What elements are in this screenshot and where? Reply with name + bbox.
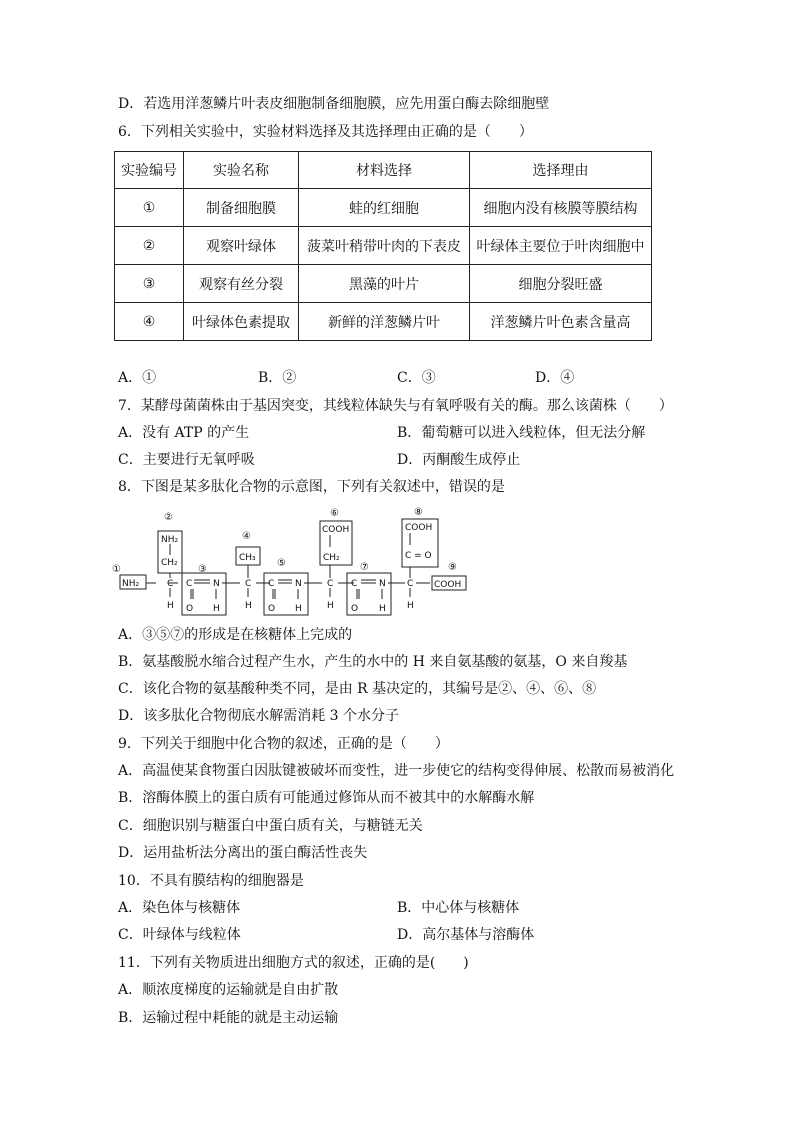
table-cell: ④ (115, 303, 184, 341)
q7-option-c: C．主要进行无氧呼吸 (118, 452, 255, 468)
nh2-r-text: NH₂ (161, 535, 179, 545)
label-9: ⑨ (448, 562, 457, 573)
cooh-end-text: COOH (434, 580, 462, 590)
label-2: ② (164, 512, 173, 523)
label-5: ⑤ (277, 558, 286, 569)
c-carbonyl-2: C (268, 579, 275, 589)
q9-option-b: B．溶酶体膜上的蛋白质有可能通过修饰从而不被其中的水解酶水解 (118, 790, 535, 806)
label-1: ① (112, 564, 121, 575)
h-3: H (327, 601, 334, 611)
q9-stem: 9．下列关于细胞中化合物的叙述，正确的是（ ） (118, 736, 449, 752)
table-cell: 洋葱鳞片叶色素含量高 (470, 303, 652, 341)
table-cell: 细胞分裂旺盛 (470, 265, 652, 303)
table-cell: ③ (115, 265, 184, 303)
q11-option-a: A．顺浓度梯度的运输就是自由扩散 (118, 982, 339, 998)
table-cell: ① (115, 189, 184, 227)
table-cell: 黑藻的叶片 (299, 265, 470, 303)
q9-option-d: D．运用盐析法分离出的蛋白酶活性丧失 (118, 845, 368, 861)
table-cell: 观察叶绿体 (184, 227, 299, 265)
q8-option-d: D．该多肽化合物彻底水解需消耗 3 个水分子 (118, 708, 400, 724)
ch3-text: CH₃ (239, 553, 256, 563)
table-row (115, 303, 652, 341)
c-carbonyl-3: C (351, 579, 358, 589)
n-1: N (213, 579, 220, 589)
table-cell: 菠菜叶稍带叶肉的下表皮 (299, 227, 470, 265)
q7-option-d: D．丙酮酸生成停止 (397, 452, 521, 468)
q11-stem: 11．下列有关物质进出细胞方式的叙述，正确的是( ) (118, 955, 469, 971)
ch2-text: CH₂ (161, 558, 178, 568)
table-cell: 观察有丝分裂 (184, 265, 299, 303)
header-cell: 材料选择 (299, 152, 470, 189)
q11-option-b: B．运输过程中耗能的就是主动运输 (118, 1010, 339, 1026)
table-cell: 叶绿体色素提取 (184, 303, 299, 341)
h-n-3: H (379, 604, 386, 614)
c-alpha-1: C (167, 579, 174, 589)
table-row (115, 265, 652, 303)
o-3: O (351, 604, 359, 614)
q10-option-c: C．叶绿体与线粒体 (118, 927, 241, 943)
q10-option-d: D．高尔基体与溶酶体 (397, 927, 535, 943)
c-alpha-3: C (327, 579, 334, 589)
table-row (115, 189, 652, 227)
h-1: H (167, 601, 174, 611)
n-2: N (295, 579, 302, 589)
label-4: ④ (242, 531, 251, 542)
q8-option-c: C．该化合物的氨基酸种类不同，是由 R 基决定的，其编号是②、④、⑥、⑧ (118, 681, 597, 697)
table-cell: 叶绿体主要位于叶肉细胞中 (470, 227, 652, 265)
q7-option-b: B．葡萄糖可以进入线粒体，但无法分解 (397, 425, 646, 441)
header-cell: 选择理由 (470, 152, 652, 189)
label-7: ⑦ (360, 562, 369, 573)
ch2-r6-text: CH₂ (323, 553, 340, 563)
header-cell: 实验编号 (115, 152, 184, 189)
h-4: H (407, 601, 414, 611)
o-2: O (268, 604, 276, 614)
experiment-table (114, 151, 652, 341)
q6-option-a: A．① (118, 370, 157, 386)
nh2-text: NH₂ (122, 579, 140, 589)
q10-option-b: B．中心体与核糖体 (397, 900, 520, 916)
q6-option-b: B．② (258, 370, 297, 386)
h-n-2: H (295, 604, 302, 614)
q6-option-c: C．③ (397, 370, 436, 386)
h-2: H (245, 601, 252, 611)
o-1: O (186, 604, 194, 614)
table-cell: 细胞内没有核膜等膜结构 (470, 189, 652, 227)
cooh-r8-text: COOH (405, 523, 433, 533)
c-carbonyl-1: C (186, 579, 193, 589)
q5-option-d: D．若选用洋葱鳞片叶表皮细胞制备细胞膜，应先用蛋白酶去除细胞壁 (118, 96, 550, 112)
q7-option-a: A．没有 ATP 的产生 (118, 425, 250, 441)
polypeptide-diagram (112, 505, 478, 620)
q8-option-b: B．氨基酸脱水缩合过程产生水，产生的水中的 H 来自氨基酸的氨基，O 来自羧基 (118, 654, 628, 670)
q6-stem: 6．下列相关实验中，实验材料选择及其选择理由正确的是（ ） (118, 124, 533, 140)
cooh-r6-text: COOH (322, 525, 350, 535)
n-3: N (379, 579, 386, 589)
header-cell: 实验名称 (184, 152, 299, 189)
c-alpha-4: C (407, 579, 414, 589)
c-alpha-2: C (245, 579, 252, 589)
label-3: ③ (198, 564, 207, 575)
label-8: ⑧ (414, 507, 423, 518)
table-cell: 新鲜的洋葱鳞片叶 (299, 303, 470, 341)
h-n-1: H (213, 604, 220, 614)
q9-option-a: A．高温使某食物蛋白因肽键被破坏而变性，进一步使它的结构变得伸展、松散而易被消化 (118, 763, 675, 779)
q6-option-d: D．④ (535, 370, 575, 386)
table-cell: 制备细胞膜 (184, 189, 299, 227)
q10-stem: 10．不具有膜结构的细胞器是 (118, 873, 304, 889)
table-cell: ② (115, 227, 184, 265)
q7-stem: 7．某酵母菌菌株由于基因突变，其线粒体缺失与有氧呼吸有关的酶。那么该菌株（ ） (118, 398, 673, 414)
q8-option-a: A．③⑤⑦的形成是在核糖体上完成的 (118, 627, 353, 643)
label-6: ⑥ (330, 508, 339, 519)
table-header-row (115, 152, 652, 189)
table-cell: 蛙的红细胞 (299, 189, 470, 227)
table-row (115, 227, 652, 265)
q9-option-c: C．细胞识别与糖蛋白中蛋白质有关，与糖链无关 (118, 818, 423, 834)
q10-option-a: A．染色体与核糖体 (118, 900, 241, 916)
q8-stem: 8．下图是某多肽化合物的示意图，下列有关叙述中，错误的是 (118, 479, 505, 495)
co-double-text: C = O (405, 551, 432, 561)
